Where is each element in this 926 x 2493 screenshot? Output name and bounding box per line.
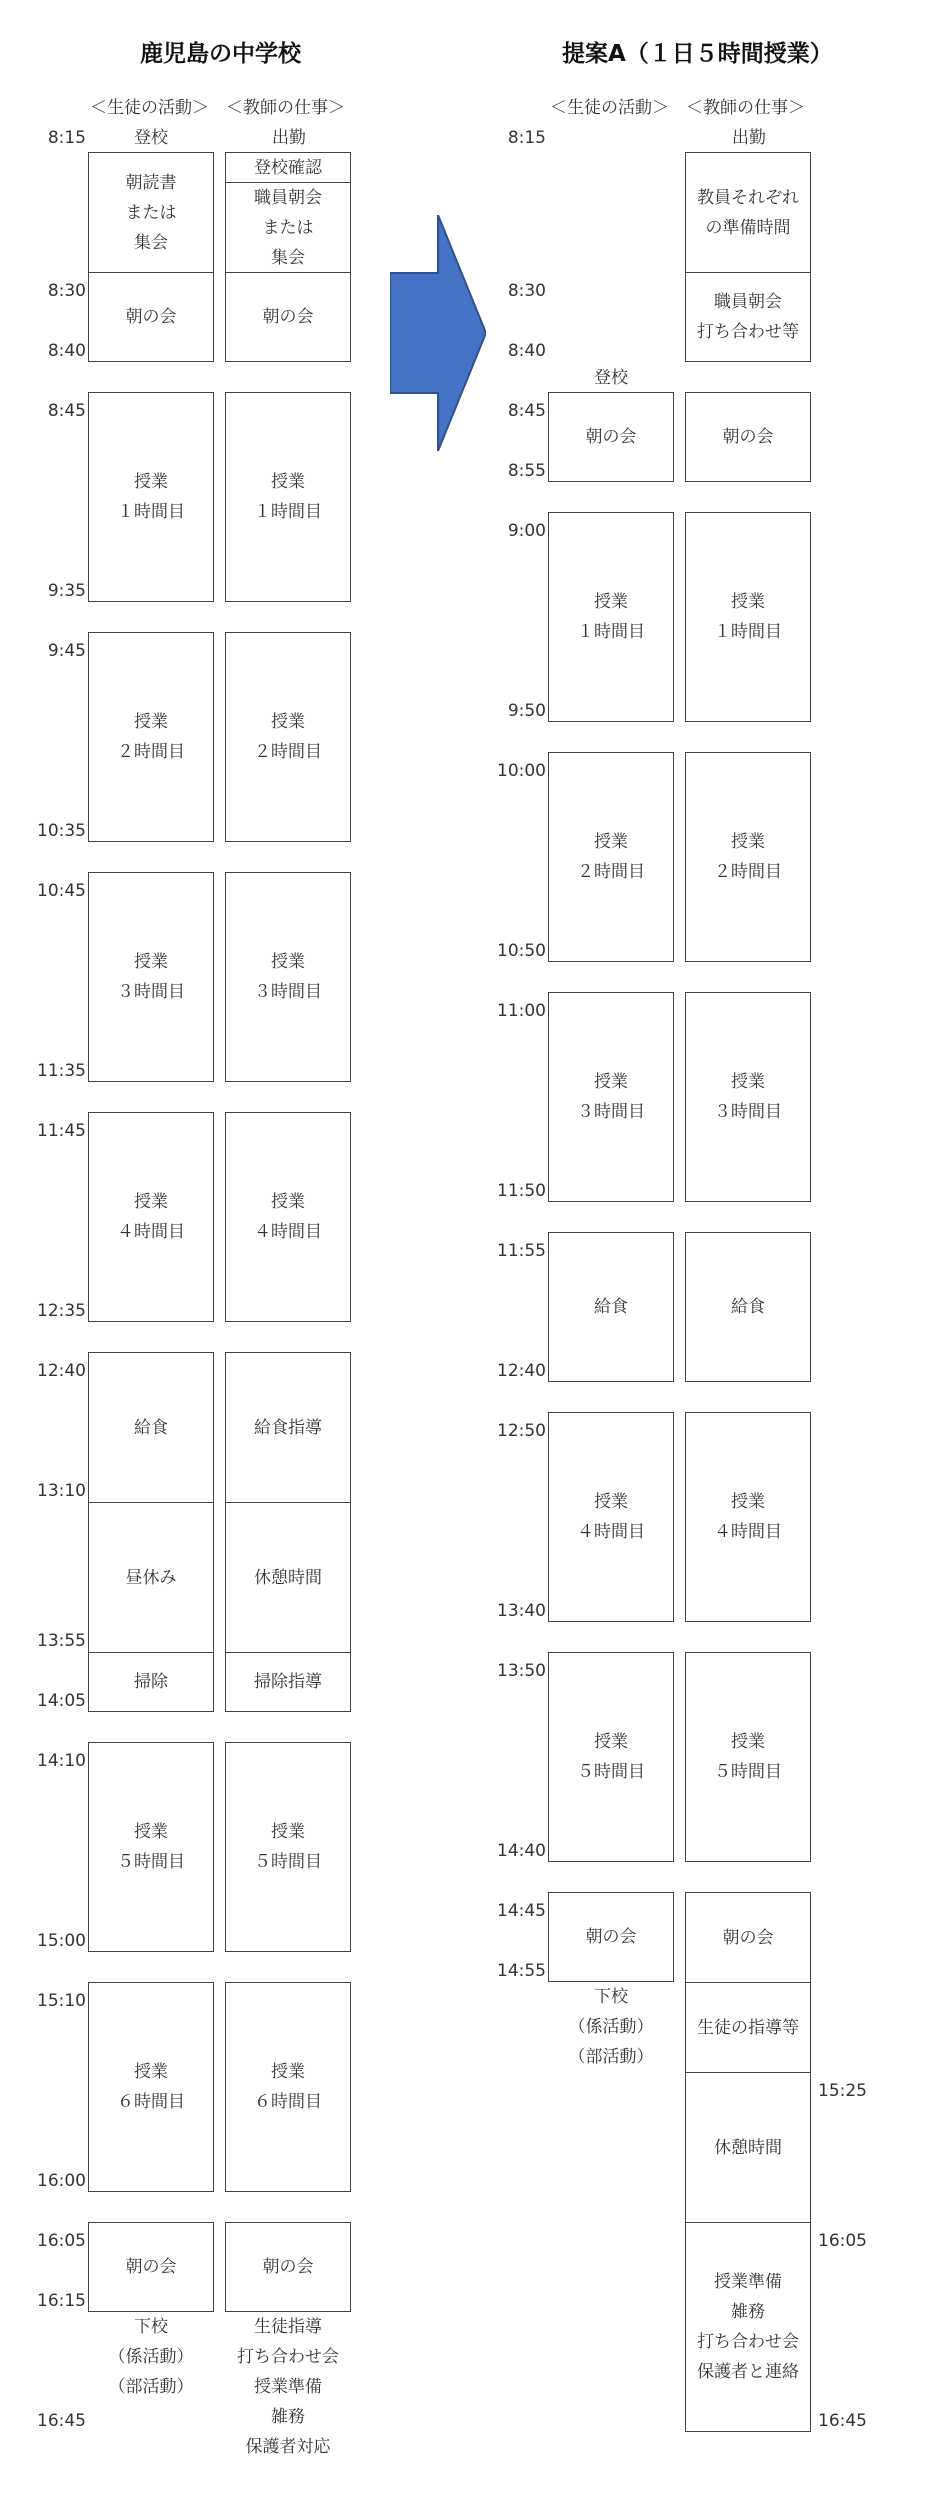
right-time-label: 10:00	[497, 761, 546, 781]
right-time-label: 8:55	[507, 461, 546, 481]
left-time-label: 14:10	[37, 1751, 86, 1771]
right-teacher-block-homeroom: 朝の会	[685, 392, 811, 482]
right-time-label: 9:00	[507, 521, 546, 541]
right-teacher-block-after-school-work: 授業準備 雑務 打ち合わせ会 保護者と連絡	[685, 2222, 811, 2432]
left-student-block-homeroom: 朝の会	[88, 272, 214, 362]
left-time-label: 15:00	[37, 1931, 86, 1951]
left-teacher-block-cleaning-supervision: 掃除指導	[225, 1652, 351, 1712]
right-arrive-teacher: 出勤	[732, 128, 766, 148]
left-arrive-student: 登校	[134, 128, 168, 148]
right-teacher-block-prep-time: 教員それぞれ の準備時間	[685, 152, 811, 273]
right-student-block-closing-homeroom: 朝の会	[548, 1892, 674, 1982]
right-teacher-header: ＜教師の仕事＞	[686, 98, 805, 118]
left-time-label: 16:15	[37, 2291, 86, 2311]
left-time-label: 13:10	[37, 1481, 86, 1501]
left-teacher-block-attendance-check: 登校確認	[225, 152, 351, 183]
right-teacher-block-period-4: 授業 ４時間目	[685, 1412, 811, 1622]
right-teacher-block-period-1: 授業 １時間目	[685, 512, 811, 722]
right-time-label: 14:55	[497, 1961, 546, 1981]
right-student-block-period-2: 授業 ２時間目	[548, 752, 674, 962]
right-time-label: 11:50	[497, 1181, 546, 1201]
right-time-label: 14:45	[497, 1901, 546, 1921]
right-teacher-block-closing-homeroom: 朝の会	[685, 1892, 811, 1983]
left-student-block-period-2: 授業 ２時間目	[88, 632, 214, 842]
right-arrow-icon	[390, 215, 486, 451]
right-teacher-block-student-guidance: 生徒の指導等	[685, 1982, 811, 2073]
right-teacher-block-period-5: 授業 ５時間目	[685, 1652, 811, 1862]
left-teacher-block-lunch-supervision: 給食指導	[225, 1352, 351, 1503]
right-student-after-school: 下校 （係活動） （部活動）	[568, 1987, 654, 2067]
left-time-label: 9:35	[47, 581, 86, 601]
right-teacher-block-period-2: 授業 ２時間目	[685, 752, 811, 962]
right-teacher-time-label: 15:25	[818, 2081, 867, 2101]
left-teacher-block-period-3: 授業 ３時間目	[225, 872, 351, 1082]
right-student-header: ＜生徒の活動＞	[550, 98, 669, 118]
right-teacher-block-break-time: 休憩時間	[685, 2072, 811, 2223]
right-student-block-period-1: 授業 １時間目	[548, 512, 674, 722]
left-time-label: 15:10	[37, 1991, 86, 2011]
right-teacher-time-label: 16:45	[818, 2411, 867, 2431]
left-time-label: 8:40	[47, 341, 86, 361]
left-teacher-block-period-4: 授業 ４時間目	[225, 1112, 351, 1322]
left-teacher-block-closing-homeroom: 朝の会	[225, 2222, 351, 2312]
left-student-block-period-1: 授業 １時間目	[88, 392, 214, 602]
left-student-block-lunch: 給食	[88, 1352, 214, 1503]
right-arrive-student: 登校	[594, 368, 628, 388]
left-time-label: 16:00	[37, 2171, 86, 2191]
left-time-label: 8:30	[47, 281, 86, 301]
left-teacher-block-homeroom: 朝の会	[225, 272, 351, 362]
left-time-label: 11:35	[37, 1061, 86, 1081]
left-student-block-period-6: 授業 ６時間目	[88, 1982, 214, 2192]
right-time-label: 14:40	[497, 1841, 546, 1861]
left-student-block-period-5: 授業 ５時間目	[88, 1742, 214, 1952]
right-time-label: 8:45	[507, 401, 546, 421]
right-time-label: 12:40	[497, 1361, 546, 1381]
right-student-block-homeroom: 朝の会	[548, 392, 674, 482]
right-time-label: 13:40	[497, 1601, 546, 1621]
left-teacher-block-break-time: 休憩時間	[225, 1502, 351, 1653]
left-time-label: 16:05	[37, 2231, 86, 2251]
left-time-label: 8:15	[47, 128, 86, 148]
left-teacher-header: ＜教師の仕事＞	[226, 98, 345, 118]
right-student-block-period-5: 授業 ５時間目	[548, 1652, 674, 1862]
left-teacher-after-school: 生徒指導 打ち合わせ会 授業準備 雑務 保護者対応	[237, 2317, 339, 2457]
left-time-label: 13:55	[37, 1631, 86, 1651]
left-student-block-period-4: 授業 ４時間目	[88, 1112, 214, 1322]
arrow-shape	[390, 215, 486, 451]
right-teacher-block-period-3: 授業 ３時間目	[685, 992, 811, 1202]
right-title: 提案A（１日５時間授業）	[562, 41, 833, 67]
right-time-label: 9:50	[507, 701, 546, 721]
right-time-label: 10:50	[497, 941, 546, 961]
left-teacher-block-period-1: 授業 １時間目	[225, 392, 351, 602]
right-teacher-block-staff-meeting: 職員朝会 打ち合わせ等	[685, 272, 811, 362]
left-teacher-block-period-6: 授業 ６時間目	[225, 1982, 351, 2192]
left-time-label: 12:40	[37, 1361, 86, 1381]
left-time-label: 9:45	[47, 641, 86, 661]
left-teacher-block-staff-meeting: 職員朝会 または 集会	[225, 182, 351, 273]
left-teacher-block-period-2: 授業 ２時間目	[225, 632, 351, 842]
right-time-label: 13:50	[497, 1661, 546, 1681]
left-time-label: 8:45	[47, 401, 86, 421]
right-time-label: 8:15	[507, 128, 546, 148]
left-title: 鹿児島の中学校	[140, 41, 301, 67]
left-arrive-teacher: 出勤	[272, 128, 306, 148]
left-student-block-morning-reading: 朝読書 または 集会	[88, 152, 214, 273]
left-student-block-period-3: 授業 ３時間目	[88, 872, 214, 1082]
left-teacher-block-period-5: 授業 ５時間目	[225, 1742, 351, 1952]
right-student-block-period-4: 授業 ４時間目	[548, 1412, 674, 1622]
left-student-block-lunch-break: 昼休み	[88, 1502, 214, 1653]
right-time-label: 12:50	[497, 1421, 546, 1441]
left-time-label: 12:35	[37, 1301, 86, 1321]
left-time-label: 10:45	[37, 881, 86, 901]
left-student-after-school: 下校 （係活動） （部活動）	[108, 2317, 194, 2397]
left-student-block-cleaning: 掃除	[88, 1652, 214, 1712]
left-student-header: ＜生徒の活動＞	[90, 98, 209, 118]
right-time-label: 11:55	[497, 1241, 546, 1261]
left-time-label: 16:45	[37, 2411, 86, 2431]
right-student-block-lunch: 給食	[548, 1232, 674, 1382]
right-teacher-block-lunch: 給食	[685, 1232, 811, 1382]
left-time-label: 11:45	[37, 1121, 86, 1141]
right-time-label: 8:30	[507, 281, 546, 301]
left-time-label: 14:05	[37, 1691, 86, 1711]
right-student-block-period-3: 授業 ３時間目	[548, 992, 674, 1202]
right-time-label: 11:00	[497, 1001, 546, 1021]
right-teacher-time-label: 16:05	[818, 2231, 867, 2251]
right-time-label: 8:40	[507, 341, 546, 361]
left-time-label: 10:35	[37, 821, 86, 841]
left-student-block-closing-homeroom: 朝の会	[88, 2222, 214, 2312]
